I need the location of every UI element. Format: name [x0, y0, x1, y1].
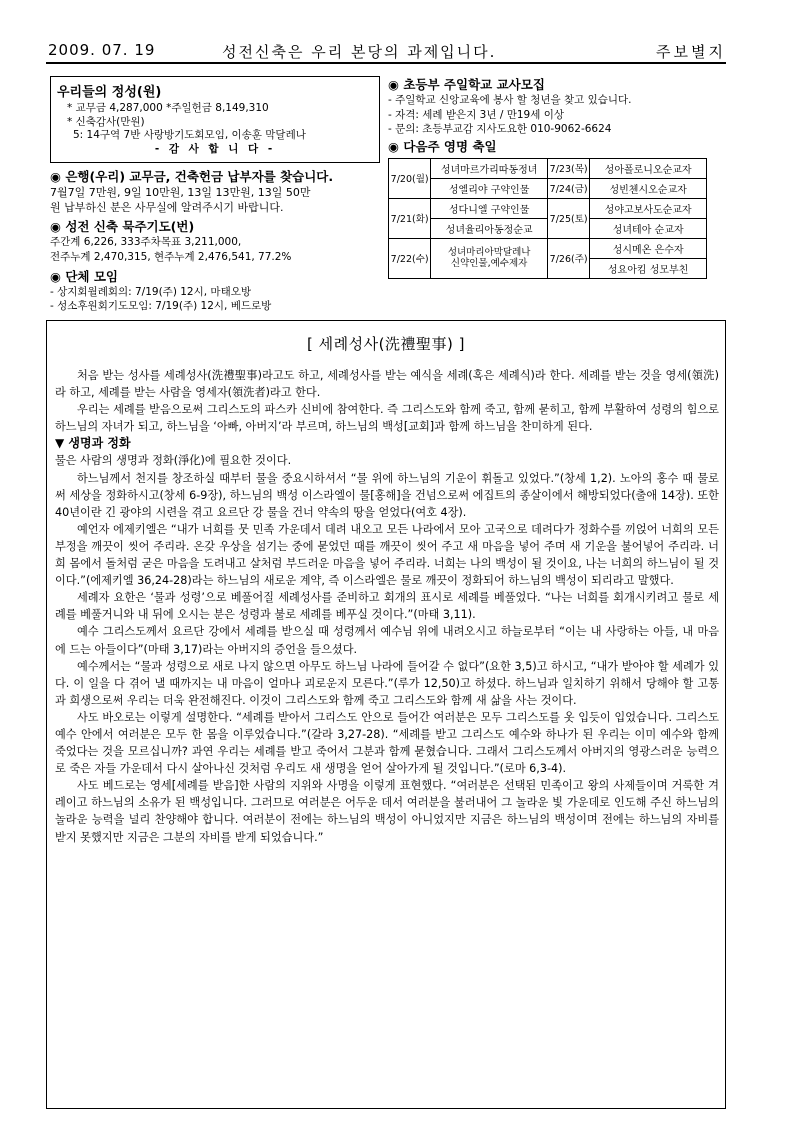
circle-dot-icon: ◉: [50, 169, 61, 184]
feast-saint: 성녀마르가리따동정녀: [431, 158, 548, 178]
groups-line: - 상지회월례회의: 7/19(주) 12시, 마태오방: [50, 286, 252, 298]
groups-title: ◉ 단체 모임: [50, 269, 119, 284]
sunday-school-line: - 주일학교 신앙교육에 봉사 할 청년을 찾고 있습니다.: [388, 94, 632, 106]
article-title: [ 세례성사(洗禮聖事) ]: [307, 335, 465, 353]
header-rule: [46, 62, 726, 64]
offering-line: * 신축감사(만원): [67, 115, 145, 128]
article-paragraph: 예언자 에제키엘은 “내가 너희를 뭇 민족 가운데서 데려 내오고 모든 나라에서 모아 고국으로 데려다가 정화수를 끼얹어 너희의 모든 부정을 깨끗이 씻어 주리라. 온갖 우상을 섬기는 중에 묻었던 때를 깨끗이 씻어 주고 새 마음을 넣어 주며 새 기운을 불어넣어 주리라. 너희 몸에서 돌처럼 굳은 마음을 도려내고 살처럼 부드러운 마음을 넣어 주리라. 너희는 나의 백성이 될 것이요, 나는 너희의 하느님이 될 것이다.”(에제키엘 36,24-28)라는 하느님의 새로운 계약, 즉 이스라엘은 물로 깨끗이 정화되어 하느님의 백성이 되리라고 말했다.: [55, 522, 719, 588]
groups-body: [50, 285, 380, 313]
circle-dot-icon: ◉: [50, 219, 61, 234]
table-row: [389, 178, 707, 198]
offering-line: 5: 14구역 7반 사랑방기도회모임, 이송훈 막달레나: [73, 129, 306, 141]
header: [46, 38, 726, 62]
feast-date: 7/22(수): [389, 238, 431, 278]
table-row: [389, 158, 707, 178]
article-paragraph: 처음 받는 성사를 세례성사(洗禮聖事)라고도 하고, 세례성사를 받는 예식을 세례(혹은 세례식)라 한다. 세례를 받는 것을 영세(領洗)라 하고, 세례를 받는 사람을 영세자(領洗者)라고 한다.: [55, 369, 719, 400]
article-paragraph: 세례자 요한은 ‘물과 성령’으로 베풀어질 세례성사를 준비하고 회개의 표시로 세례를 베풀었다. “나는 너희를 회개시키려고 물로 세례를 베풀거니와 내 뒤에 오시는 분은 성령과 불로 세례를 베푸실 것이다.”(마태 3,11).: [55, 591, 719, 622]
feast-saint: 성녀마리아막달레나 신약인물,예수제자: [431, 238, 548, 278]
feast-saint: 성다니엘 구약인물: [431, 198, 548, 218]
offering-line: * 교무금 4,287,000 *주일헌금 8,149,310: [67, 102, 269, 114]
header-title: 성전신축은 우리 본당의 과제입니다.: [222, 43, 497, 61]
left-column: [50, 76, 380, 313]
sunday-school-line: - 문의: 초등부교감 지사도요한 010-9062-6624: [388, 123, 612, 135]
feast-date: 7/24(금): [547, 178, 589, 198]
circle-dot-icon: ◉: [388, 138, 399, 154]
bank-title: ◉ 은행(우리) 교무금, 건축헌금 납부자를 찾습니다.: [50, 169, 334, 184]
feast-saint: 성엘리야 구약인물: [431, 178, 548, 198]
feast-saint: 성시메온 은수자: [590, 238, 707, 258]
offering-box: [50, 76, 380, 163]
article-body: [55, 367, 719, 846]
article-paragraph: 우리는 세례를 받음으로써 그리스도의 파스카 신비에 참여한다. 즉 그리스도와 함께 죽고, 함께 묻히고, 함께 부활하여 성령의 힘으로 하느님의 자녀가 되고, 하느님을 ‘아빠, 아버지’라 부르며, 하느님의 백성[교회]과 함께 하느님을 찬미하게 된다.: [55, 403, 719, 434]
feast-date: 7/23(목): [547, 158, 589, 178]
article-paragraph: 사도 베드로는 영세[세례를 받음]한 사람의 지위와 사명을 이렇게 표현했다. “여러분은 선택된 민족이고 왕의 사제들이며 거룩한 겨레이고 하느님의 소유가 된 백성입니다. 그러므로 여러분은 어두운 데서 여러분을 불러내어 그 놀라운 빛 가운데로 인도해 주신 하느님의 놀라운 능력을 널리 찬양해야 합니다. 여러분이 전에는 하느님의 백성이 아니었지만 지금은 하느님의 백성이며 전에는 하느님의 자비를 받지 못했지만 지금은 그분의 자비를 받게 되었습니다.”: [55, 779, 719, 844]
article-paragraph: 사도 바오로는 이렇게 설명한다. “세례를 받아서 그리스도 안으로 들어간 여러분은 모두 그리스도를 옷 입듯이 입었습니다. 그리스도 예수 안에서 여러분은 모두 한 몸을 이루었습니다.”(갈라 3,27-28). “세례를 받고 그리스도 예수와 하나가 된 우리는 이미 예수와 함께 죽었다는 것을 모르십니까? 과연 우리는 세례를 받고 죽어서 그분과 함께 묻혔습니다. 그래서 그리스도께서 아버지의 영광스러운 능력으로 죽은 자들 가운데서 다시 살아나신 것처럼 우리도 새 생명을 얻어 살아가게 될 것입니다.”(로마 6,3-4).: [55, 710, 719, 776]
table-row: [389, 238, 707, 258]
article-paragraph: 하느님께서 천지를 창조하실 때부터 물을 중요시하셔서 “물 위에 하느님의 기운이 휘돌고 있었다.”(창세 1,2). 노아의 홍수 때 물로써 세상을 정화하시고(창세 6-9장), 하느님의 백성 이스라엘이 물[홍해]을 건넘으로써 에집트의 종살이에서 해방되었다(출애 14장). 또한 40년이란 긴 광야의 시련을 겪고 요르단 강 물을 건너 약속의 땅을 얻었다(여호 4장).: [55, 471, 719, 519]
rosary-line: 전주누계 2,470,315, 현주누계 2,476,541, 77.2%: [50, 251, 292, 263]
header-name: 주보별지: [656, 43, 726, 61]
feasts-title: ◉ 다음주 영명 축일: [388, 138, 497, 154]
feast-saint: 성야고보사도순교자: [590, 198, 707, 218]
rosary-line: 주간계 6,226, 333주차목표 3,211,000,: [50, 236, 242, 248]
groups-section: [50, 268, 380, 313]
feast-date: 7/26(주): [547, 238, 589, 278]
offering-title: 우리들의 정성(원): [57, 85, 162, 100]
bank-body: [50, 185, 380, 215]
rosary-title: ◉ 성전 신축 묵주기도(번): [50, 219, 195, 234]
rosary-body: [50, 235, 380, 265]
groups-line: - 성소후원회기도모임: 7/19(주) 12시, 베드로방: [50, 300, 272, 312]
article-subheading: ▼ 생명과 정화: [55, 436, 131, 451]
feast-saint: 성요아킴 성모부친: [590, 258, 707, 278]
feast-saint: 성녀테아 순교자: [590, 218, 707, 238]
right-column: [388, 76, 728, 279]
sunday-school-body: [388, 93, 728, 137]
article-box: [46, 320, 726, 1109]
bulletin-page: [46, 38, 726, 844]
article-paragraph: 예수 그리스도께서 요르단 강에서 세례를 받으실 때 성령께서 예수님 위에 내려오시고 하늘로부터 “이는 내 사랑하는 아들, 내 마음에 드는 아들이다”(마태 3,17)라는 아버지의 증언을 들으셨다.: [55, 625, 719, 656]
sunday-school-line: - 자격: 세례 받은지 3년 / 만19세 이상: [388, 108, 564, 121]
rosary-section: [50, 218, 380, 265]
header-date: 2009. 07. 19: [48, 41, 156, 59]
bank-section: [50, 168, 380, 215]
offering-thanks: - 감 사 합 니 다 -: [154, 142, 276, 155]
feast-saint: 성녀율리아동정순교: [431, 218, 548, 238]
bank-line: 7월7일 7만원, 9일 10만원, 13일 13만원, 13일 50만: [50, 186, 311, 199]
feast-date: 7/21(화): [389, 198, 431, 238]
article-paragraph: 물은 사람의 생명과 정화(淨化)에 필요한 것이다.: [55, 454, 292, 468]
feast-date: 7/20(월): [389, 158, 431, 198]
feast-saint: 성아폴로니오순교자: [590, 158, 707, 178]
article-paragraph: 예수께서는 “물과 성령으로 새로 나지 않으면 아무도 하느님 나라에 들어갈 수 없다”(요한 3,5)고 하시고, “내가 받아야 할 세례가 있다. 이 일을 다 겪어 낼 때까지는 내 마음이 얼마나 괴로운지 모른다.”(루가 12,50)고 하셨다. 하느님과 일치하기 위해서 당해야 할 고통과 희생으로써 우리는 더욱 완전해진다. 이것이 그리스도와 함께 죽고 그리스도와 함께 새 삶을 사는 것이다.: [55, 659, 719, 707]
table-row: [389, 198, 707, 218]
sunday-school-title: ◉ 초등부 주일학교 교사모집: [388, 77, 545, 92]
feasts-table: [388, 158, 707, 279]
feast-date: 7/25(토): [547, 198, 589, 238]
bank-line: 원 납부하신 분은 사무실에 알려주시기 바랍니다.: [50, 201, 284, 214]
circle-dot-icon: ◉: [388, 77, 399, 92]
feast-saint: 성빈첸시오순교자: [590, 178, 707, 198]
circle-dot-icon: ◉: [50, 269, 61, 284]
